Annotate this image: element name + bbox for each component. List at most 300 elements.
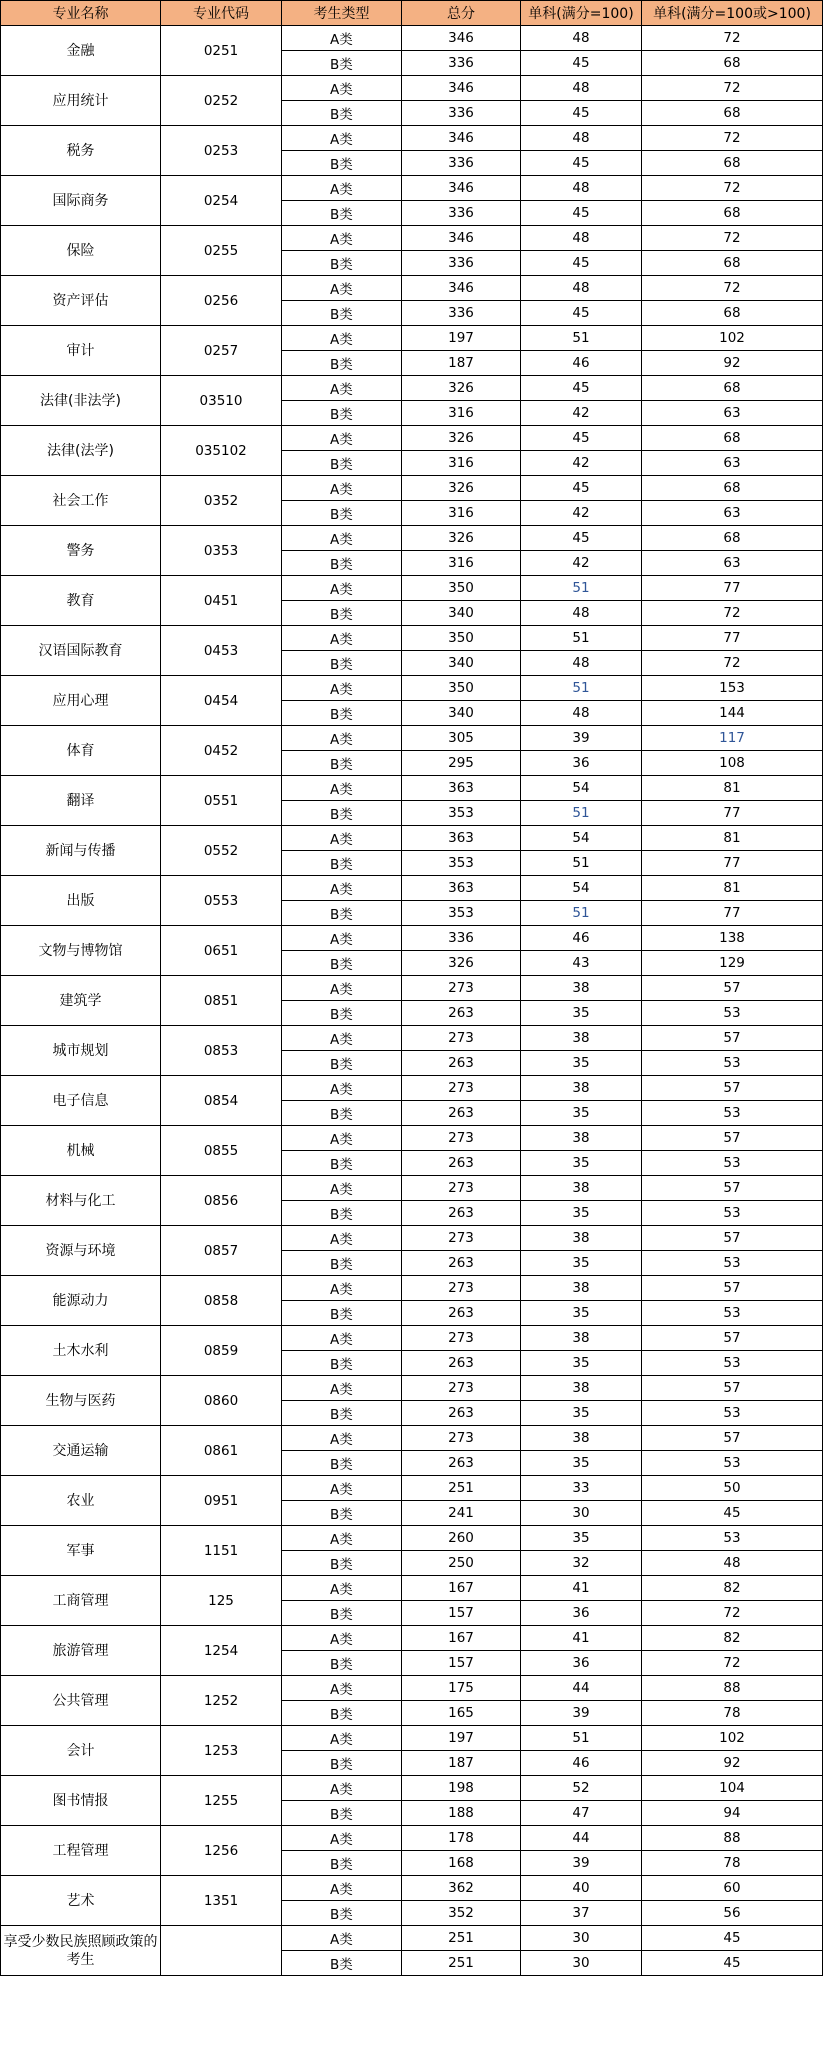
table-row (1, 1026, 823, 1051)
major-code-cell: 0454 (161, 676, 282, 726)
table-body (1, 26, 823, 1976)
major-name-cell: 公共管理 (1, 1676, 161, 1726)
table-row (1, 76, 823, 101)
total-score-cell: 363 (402, 776, 521, 801)
single-over-100-cell: 68 (642, 201, 823, 226)
major-code-cell: 125 (161, 1576, 282, 1626)
total-score-cell: 241 (402, 1501, 521, 1526)
table-row (1, 426, 823, 451)
table-row (1, 726, 823, 751)
table-row (1, 1376, 823, 1401)
candidate-type-cell: A类 (282, 626, 402, 651)
major-code-cell: 0858 (161, 1276, 282, 1326)
single-100-cell: 45 (521, 251, 642, 276)
single-over-100-cell: 77 (642, 576, 823, 601)
total-score-cell: 273 (402, 1276, 521, 1301)
candidate-type-cell: A类 (282, 826, 402, 851)
total-score-cell: 273 (402, 1026, 521, 1051)
candidate-type-cell: A类 (282, 226, 402, 251)
table-row (1, 1476, 823, 1501)
candidate-type-cell: B类 (282, 351, 402, 376)
single-over-100-cell: 72 (642, 1601, 823, 1626)
single-over-100-cell: 108 (642, 751, 823, 776)
major-code-cell: 1351 (161, 1876, 282, 1926)
table-row (1, 1826, 823, 1851)
major-code-cell: 0453 (161, 626, 282, 676)
table-row (1, 1326, 823, 1351)
single-100-cell: 35 (521, 1101, 642, 1126)
total-score-cell: 326 (402, 526, 521, 551)
table-row (1, 926, 823, 951)
candidate-type-cell: B类 (282, 1501, 402, 1526)
total-score-cell: 363 (402, 876, 521, 901)
table-row (1, 776, 823, 801)
single-over-100-cell: 72 (642, 176, 823, 201)
single-100-cell: 45 (521, 51, 642, 76)
major-name-cell: 土木水利 (1, 1326, 161, 1376)
candidate-type-cell: A类 (282, 426, 402, 451)
major-name-cell: 金融 (1, 26, 161, 76)
total-score-cell: 346 (402, 76, 521, 101)
single-over-100-cell: 53 (642, 1401, 823, 1426)
total-score-cell: 188 (402, 1801, 521, 1826)
candidate-type-cell: B类 (282, 1851, 402, 1876)
single-100-cell: 35 (521, 1251, 642, 1276)
single-100-cell: 35 (521, 1151, 642, 1176)
candidate-type-cell: B类 (282, 301, 402, 326)
single-over-100-cell: 138 (642, 926, 823, 951)
candidate-type-cell: A类 (282, 1776, 402, 1801)
candidate-type-cell: B类 (282, 601, 402, 626)
single-over-100-cell: 72 (642, 1651, 823, 1676)
single-100-cell: 39 (521, 1701, 642, 1726)
table-row (1, 576, 823, 601)
single-over-100-cell: 45 (642, 1926, 823, 1951)
single-100-cell: 41 (521, 1626, 642, 1651)
single-100-cell: 32 (521, 1551, 642, 1576)
single-100-cell: 35 (521, 1401, 642, 1426)
table-row (1, 1426, 823, 1451)
single-100-cell: 42 (521, 401, 642, 426)
candidate-type-cell: A类 (282, 476, 402, 501)
candidate-type-cell: B类 (282, 851, 402, 876)
total-score-cell: 316 (402, 401, 521, 426)
single-over-100-cell: 63 (642, 551, 823, 576)
single-over-100-cell: 57 (642, 1376, 823, 1401)
table-row (1, 1926, 823, 1951)
total-score-cell: 197 (402, 1726, 521, 1751)
total-score-cell: 340 (402, 701, 521, 726)
table-row (1, 226, 823, 251)
total-score-cell: 346 (402, 226, 521, 251)
total-score-cell: 336 (402, 151, 521, 176)
total-score-cell: 353 (402, 901, 521, 926)
single-100-cell: 46 (521, 1751, 642, 1776)
major-name-cell: 生物与医药 (1, 1376, 161, 1426)
single-over-100-cell: 57 (642, 1426, 823, 1451)
single-100-cell: 38 (521, 1376, 642, 1401)
header-total-score: 总分 (402, 1, 521, 26)
single-100-cell: 48 (521, 126, 642, 151)
total-score-cell: 263 (402, 1151, 521, 1176)
major-name-cell: 材料与化工 (1, 1176, 161, 1226)
major-code-cell: 0860 (161, 1376, 282, 1426)
single-100-cell: 45 (521, 101, 642, 126)
major-name-cell: 旅游管理 (1, 1626, 161, 1676)
total-score-cell: 336 (402, 101, 521, 126)
total-score-cell: 263 (402, 1201, 521, 1226)
single-100-cell: 36 (521, 751, 642, 776)
header-single-100: 单科(满分=100) (521, 1, 642, 26)
candidate-type-cell: B类 (282, 101, 402, 126)
single-100-cell: 51 (521, 576, 642, 601)
total-score-cell: 362 (402, 1876, 521, 1901)
single-100-cell: 44 (521, 1826, 642, 1851)
candidate-type-cell: B类 (282, 1151, 402, 1176)
total-score-cell: 316 (402, 551, 521, 576)
major-code-cell: 0861 (161, 1426, 282, 1476)
major-name-cell: 文物与博物馆 (1, 926, 161, 976)
single-over-100-cell: 72 (642, 226, 823, 251)
total-score-cell: 263 (402, 1351, 521, 1376)
candidate-type-cell: A类 (282, 1926, 402, 1951)
total-score-cell: 187 (402, 351, 521, 376)
single-over-100-cell: 57 (642, 1226, 823, 1251)
single-over-100-cell: 60 (642, 1876, 823, 1901)
total-score-cell: 346 (402, 26, 521, 51)
major-code-cell: 0951 (161, 1476, 282, 1526)
major-name-cell: 体育 (1, 726, 161, 776)
candidate-type-cell: A类 (282, 26, 402, 51)
header-major-name: 专业名称 (1, 1, 161, 26)
candidate-type-cell: A类 (282, 326, 402, 351)
total-score-cell: 273 (402, 1376, 521, 1401)
total-score-cell: 273 (402, 1176, 521, 1201)
single-100-cell: 38 (521, 1276, 642, 1301)
single-over-100-cell: 94 (642, 1801, 823, 1826)
table-row (1, 1526, 823, 1551)
candidate-type-cell: A类 (282, 1226, 402, 1251)
total-score-cell: 175 (402, 1676, 521, 1701)
total-score-cell: 352 (402, 1901, 521, 1926)
single-100-cell: 43 (521, 951, 642, 976)
major-code-cell: 0851 (161, 976, 282, 1026)
single-over-100-cell: 72 (642, 76, 823, 101)
single-100-cell: 51 (521, 901, 642, 926)
total-score-cell: 326 (402, 376, 521, 401)
candidate-type-cell: B类 (282, 651, 402, 676)
major-code-cell: 0552 (161, 826, 282, 876)
table-row (1, 26, 823, 51)
major-name-cell: 享受少数民族照顾政策的考生 (1, 1926, 161, 1976)
single-over-100-cell: 88 (642, 1826, 823, 1851)
total-score-cell: 157 (402, 1651, 521, 1676)
total-score-cell: 350 (402, 676, 521, 701)
candidate-type-cell: B类 (282, 1101, 402, 1126)
single-over-100-cell: 82 (642, 1576, 823, 1601)
single-100-cell: 36 (521, 1601, 642, 1626)
major-name-cell: 机械 (1, 1126, 161, 1176)
single-100-cell: 38 (521, 1226, 642, 1251)
major-name-cell: 工程管理 (1, 1826, 161, 1876)
major-code-cell: 0857 (161, 1226, 282, 1276)
candidate-type-cell: B类 (282, 201, 402, 226)
candidate-type-cell: B类 (282, 1251, 402, 1276)
candidate-type-cell: A类 (282, 1326, 402, 1351)
table-row (1, 1126, 823, 1151)
candidate-type-cell: B类 (282, 251, 402, 276)
candidate-type-cell: A类 (282, 1026, 402, 1051)
candidate-type-cell: B类 (282, 1001, 402, 1026)
single-100-cell: 51 (521, 626, 642, 651)
table-row (1, 1226, 823, 1251)
single-100-cell: 45 (521, 426, 642, 451)
table-row (1, 626, 823, 651)
major-code-cell: 0452 (161, 726, 282, 776)
single-over-100-cell: 45 (642, 1501, 823, 1526)
total-score-cell: 263 (402, 1051, 521, 1076)
major-name-cell: 会计 (1, 1726, 161, 1776)
total-score-cell: 263 (402, 1401, 521, 1426)
candidate-type-cell: B类 (282, 1401, 402, 1426)
major-code-cell: 1256 (161, 1826, 282, 1876)
single-100-cell: 48 (521, 601, 642, 626)
major-code-cell: 0854 (161, 1076, 282, 1126)
major-code-cell: 0255 (161, 226, 282, 276)
single-100-cell: 42 (521, 551, 642, 576)
single-over-100-cell: 56 (642, 1901, 823, 1926)
candidate-type-cell: A类 (282, 1276, 402, 1301)
single-over-100-cell: 68 (642, 476, 823, 501)
total-score-cell: 263 (402, 1301, 521, 1326)
single-over-100-cell: 53 (642, 1351, 823, 1376)
single-100-cell: 45 (521, 301, 642, 326)
major-name-cell: 电子信息 (1, 1076, 161, 1126)
total-score-cell: 273 (402, 1426, 521, 1451)
single-100-cell: 37 (521, 1901, 642, 1926)
total-score-cell: 165 (402, 1701, 521, 1726)
candidate-type-cell: B类 (282, 551, 402, 576)
major-name-cell: 建筑学 (1, 976, 161, 1026)
major-code-cell: 0257 (161, 326, 282, 376)
single-100-cell: 35 (521, 1351, 642, 1376)
major-name-cell: 出版 (1, 876, 161, 926)
single-100-cell: 48 (521, 701, 642, 726)
candidate-type-cell: A类 (282, 876, 402, 901)
candidate-type-cell: A类 (282, 1626, 402, 1651)
single-100-cell: 48 (521, 76, 642, 101)
candidate-type-cell: B类 (282, 1801, 402, 1826)
major-code-cell (161, 1926, 282, 1976)
single-over-100-cell: 72 (642, 126, 823, 151)
major-name-cell: 军事 (1, 1526, 161, 1576)
single-100-cell: 54 (521, 876, 642, 901)
total-score-cell: 260 (402, 1526, 521, 1551)
major-code-cell: 0251 (161, 26, 282, 76)
single-over-100-cell: 48 (642, 1551, 823, 1576)
total-score-cell: 346 (402, 126, 521, 151)
single-over-100-cell: 50 (642, 1476, 823, 1501)
single-100-cell: 54 (521, 826, 642, 851)
major-code-cell: 1252 (161, 1676, 282, 1726)
candidate-type-cell: A类 (282, 176, 402, 201)
single-over-100-cell: 78 (642, 1701, 823, 1726)
candidate-type-cell: B类 (282, 701, 402, 726)
major-name-cell: 法律(法学) (1, 426, 161, 476)
major-name-cell: 税务 (1, 126, 161, 176)
single-over-100-cell: 57 (642, 1076, 823, 1101)
header-major-code: 专业代码 (161, 1, 282, 26)
candidate-type-cell: A类 (282, 926, 402, 951)
single-over-100-cell: 92 (642, 351, 823, 376)
total-score-cell: 273 (402, 976, 521, 1001)
major-name-cell: 农业 (1, 1476, 161, 1526)
single-over-100-cell: 45 (642, 1951, 823, 1976)
candidate-type-cell: A类 (282, 1676, 402, 1701)
major-code-cell: 0855 (161, 1126, 282, 1176)
candidate-type-cell: A类 (282, 1876, 402, 1901)
total-score-cell: 187 (402, 1751, 521, 1776)
major-code-cell: 0352 (161, 476, 282, 526)
total-score-cell: 350 (402, 576, 521, 601)
candidate-type-cell: A类 (282, 276, 402, 301)
single-over-100-cell: 53 (642, 1001, 823, 1026)
single-100-cell: 46 (521, 351, 642, 376)
single-100-cell: 39 (521, 726, 642, 751)
candidate-type-cell: A类 (282, 376, 402, 401)
major-name-cell: 警务 (1, 526, 161, 576)
candidate-type-cell: A类 (282, 676, 402, 701)
single-100-cell: 38 (521, 1126, 642, 1151)
single-100-cell: 48 (521, 176, 642, 201)
single-over-100-cell: 63 (642, 501, 823, 526)
single-100-cell: 35 (521, 1001, 642, 1026)
candidate-type-cell: B类 (282, 1701, 402, 1726)
single-100-cell: 52 (521, 1776, 642, 1801)
single-100-cell: 46 (521, 926, 642, 951)
major-name-cell: 工商管理 (1, 1576, 161, 1626)
table-row (1, 176, 823, 201)
major-code-cell: 0252 (161, 76, 282, 126)
total-score-cell: 336 (402, 251, 521, 276)
single-over-100-cell: 81 (642, 826, 823, 851)
total-score-cell: 167 (402, 1626, 521, 1651)
total-score-cell: 336 (402, 926, 521, 951)
candidate-type-cell: A类 (282, 126, 402, 151)
single-100-cell: 48 (521, 26, 642, 51)
single-100-cell: 41 (521, 1576, 642, 1601)
candidate-type-cell: A类 (282, 1576, 402, 1601)
table-row (1, 1776, 823, 1801)
total-score-cell: 295 (402, 751, 521, 776)
candidate-type-cell: A类 (282, 1476, 402, 1501)
candidate-type-cell: B类 (282, 751, 402, 776)
table-row (1, 476, 823, 501)
candidate-type-cell: A类 (282, 1076, 402, 1101)
table-row (1, 376, 823, 401)
total-score-cell: 251 (402, 1476, 521, 1501)
single-100-cell: 36 (521, 1651, 642, 1676)
candidate-type-cell: B类 (282, 1051, 402, 1076)
total-score-cell: 346 (402, 276, 521, 301)
table-row (1, 676, 823, 701)
single-over-100-cell: 68 (642, 251, 823, 276)
major-name-cell: 资源与环境 (1, 1226, 161, 1276)
major-code-cell: 0853 (161, 1026, 282, 1076)
candidate-type-cell: B类 (282, 1951, 402, 1976)
candidate-type-cell: A类 (282, 1826, 402, 1851)
major-name-cell: 教育 (1, 576, 161, 626)
table-row (1, 1626, 823, 1651)
major-code-cell: 03510 (161, 376, 282, 426)
candidate-type-cell: A类 (282, 526, 402, 551)
single-over-100-cell: 53 (642, 1526, 823, 1551)
single-over-100-cell: 153 (642, 676, 823, 701)
single-over-100-cell: 68 (642, 51, 823, 76)
total-score-cell: 198 (402, 1776, 521, 1801)
single-over-100-cell: 72 (642, 601, 823, 626)
single-over-100-cell: 77 (642, 801, 823, 826)
single-over-100-cell: 68 (642, 426, 823, 451)
single-100-cell: 51 (521, 851, 642, 876)
table-row (1, 1176, 823, 1201)
single-over-100-cell: 68 (642, 376, 823, 401)
total-score-cell: 336 (402, 51, 521, 76)
total-score-cell: 273 (402, 1126, 521, 1151)
single-100-cell: 38 (521, 1426, 642, 1451)
single-100-cell: 45 (521, 476, 642, 501)
major-code-cell: 0859 (161, 1326, 282, 1376)
candidate-type-cell: A类 (282, 726, 402, 751)
total-score-cell: 168 (402, 1851, 521, 1876)
single-100-cell: 38 (521, 1326, 642, 1351)
single-over-100-cell: 53 (642, 1251, 823, 1276)
table-row (1, 876, 823, 901)
major-name-cell: 应用统计 (1, 76, 161, 126)
candidate-type-cell: B类 (282, 1351, 402, 1376)
major-name-cell: 资产评估 (1, 276, 161, 326)
table-row (1, 276, 823, 301)
total-score-cell: 363 (402, 826, 521, 851)
candidate-type-cell: A类 (282, 1426, 402, 1451)
total-score-cell: 346 (402, 176, 521, 201)
table-row (1, 1276, 823, 1301)
single-100-cell: 51 (521, 1726, 642, 1751)
total-score-cell: 263 (402, 1101, 521, 1126)
major-code-cell: 0451 (161, 576, 282, 626)
total-score-cell: 353 (402, 801, 521, 826)
major-name-cell: 审计 (1, 326, 161, 376)
total-score-cell: 197 (402, 326, 521, 351)
major-code-cell: 0353 (161, 526, 282, 576)
table-row (1, 1726, 823, 1751)
candidate-type-cell: A类 (282, 1176, 402, 1201)
single-over-100-cell: 53 (642, 1051, 823, 1076)
single-100-cell: 48 (521, 226, 642, 251)
total-score-cell: 273 (402, 1226, 521, 1251)
major-name-cell: 国际商务 (1, 176, 161, 226)
candidate-type-cell: B类 (282, 901, 402, 926)
single-over-100-cell: 92 (642, 1751, 823, 1776)
single-100-cell: 44 (521, 1676, 642, 1701)
single-over-100-cell: 57 (642, 976, 823, 1001)
total-score-cell: 336 (402, 301, 521, 326)
total-score-cell: 350 (402, 626, 521, 651)
header-row (1, 1, 823, 26)
single-over-100-cell: 72 (642, 276, 823, 301)
single-over-100-cell: 57 (642, 1176, 823, 1201)
single-over-100-cell: 129 (642, 951, 823, 976)
